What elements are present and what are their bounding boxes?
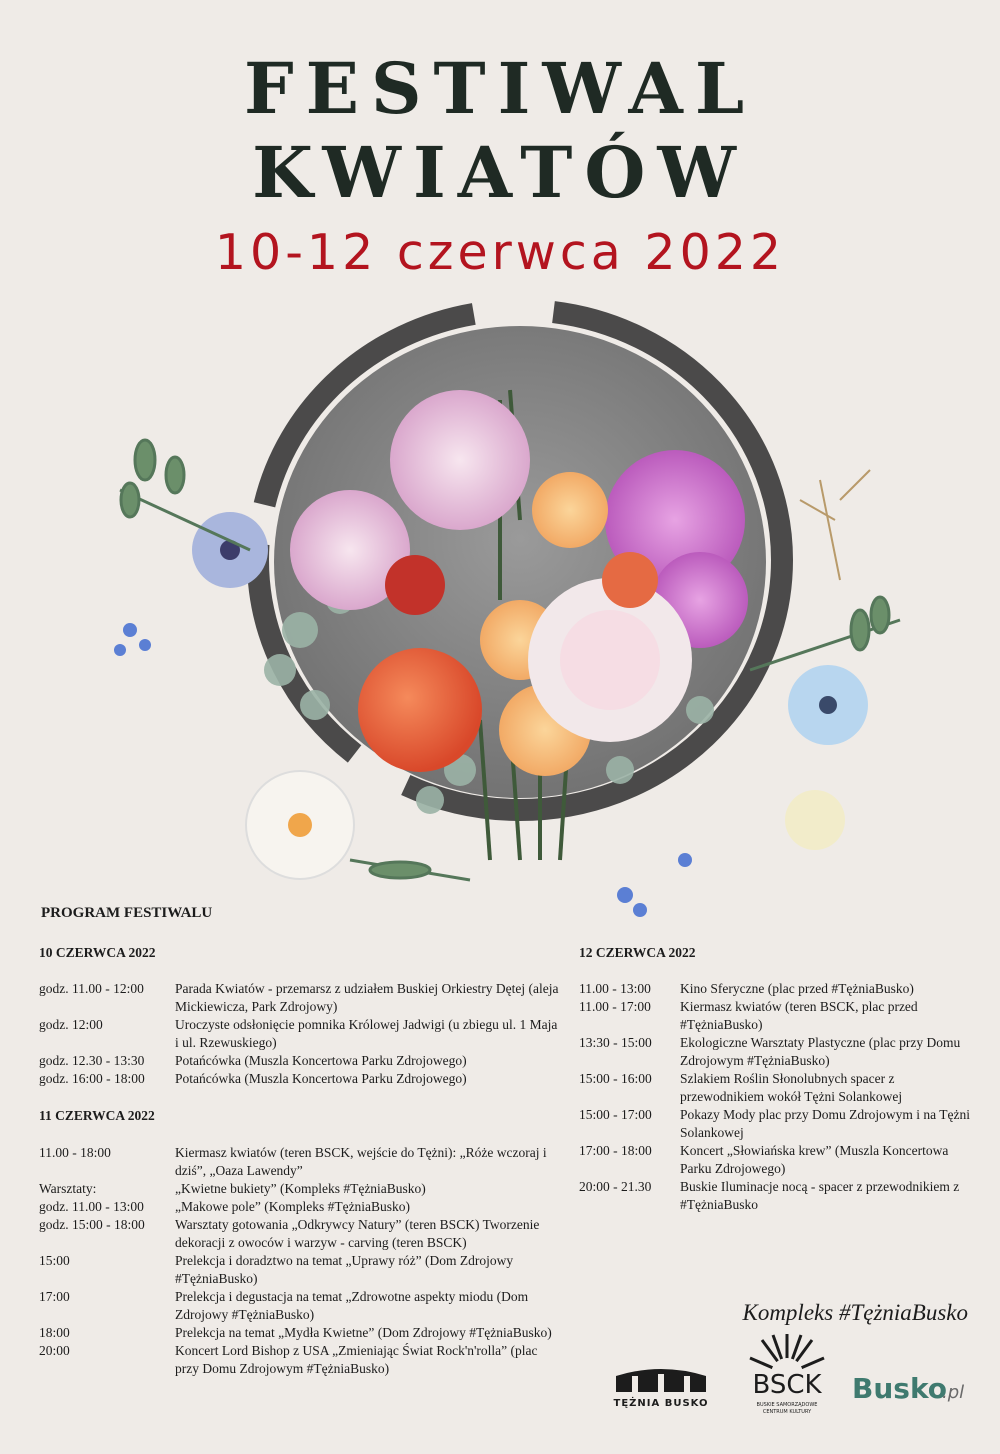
schedule-row bbox=[39, 1252, 559, 1288]
row-desc: Kiermasz kwiatów (teren BSCK, plac przed #TężniaBusko) bbox=[680, 999, 918, 1032]
row-time: godz. 11.00 - 13:00 bbox=[39, 1199, 144, 1214]
row-time: 18:00 bbox=[39, 1325, 70, 1340]
busko-pl-logo bbox=[852, 1372, 970, 1412]
row-desc: Prelekcja i degustacja na temat „Zdrowotne aspekty miodu (Dom Zdrojowy #TężniaBusko) bbox=[175, 1289, 529, 1322]
teznia-logo-text: TĘŻNIA BUSKO bbox=[613, 1398, 709, 1409]
row-time: godz. 12.30 - 13:30 bbox=[39, 1053, 145, 1068]
title-line-1: FESTIWAL bbox=[243, 47, 757, 130]
teznia-busko-logo bbox=[612, 1366, 710, 1412]
schedule-row bbox=[579, 1142, 979, 1178]
row-desc: Pokazy Mody plac przy Domu Zdrojowym i na Tężni Solankowej bbox=[680, 1107, 970, 1140]
row-time: 13:30 - 15:00 bbox=[579, 1035, 652, 1050]
day-heading-12: 12 CZERWCA 2022 bbox=[579, 945, 696, 960]
row-time: 11.00 - 18:00 bbox=[39, 1145, 111, 1160]
row-time: Warsztaty: bbox=[39, 1181, 97, 1196]
tagline: Kompleks #TężniaBusko bbox=[742, 1300, 968, 1325]
row-desc: „Makowe pole” (Kompleks #TężniaBusko) bbox=[175, 1199, 411, 1214]
row-time: 15:00 - 17:00 bbox=[579, 1107, 652, 1122]
day-heading-10: 10 CZERWCA 2022 bbox=[39, 945, 156, 960]
row-time: godz. 11.00 - 12:00 bbox=[39, 981, 144, 996]
bsck-logo bbox=[748, 1330, 826, 1416]
schedule-row bbox=[39, 1070, 559, 1088]
schedule-row bbox=[579, 980, 979, 998]
schedule-row bbox=[39, 1216, 559, 1252]
busko-logo-suffix: .pl bbox=[942, 1382, 965, 1403]
row-desc: Prelekcja i doradztwo na temat „Uprawy róż” (Dom Zdrojowy #TężniaBusko) bbox=[175, 1253, 514, 1286]
festival-dates: 10-12 czerwca 2022 bbox=[214, 224, 786, 281]
schedule-day-11 bbox=[39, 1144, 559, 1378]
row-desc: Ekologiczne Warsztaty Plastyczne (plac przy Domu Zdrojowym #TężniaBusko) bbox=[680, 1035, 961, 1068]
teznia-logo-icon bbox=[612, 1366, 710, 1396]
row-time: godz. 15:00 - 18:00 bbox=[39, 1217, 145, 1232]
schedule-row bbox=[579, 1034, 979, 1070]
schedule-day-10 bbox=[39, 980, 559, 1088]
bsck-logo-sub1: BUSKIE SAMORZĄDOWE bbox=[756, 1402, 818, 1408]
row-desc: Warsztaty gotowania „Odkrywcy Natury” (teren BSCK) Tworzenie dekoracji z owoców i warzyw - carving (teren BSCK) bbox=[175, 1217, 540, 1250]
row-time: 17:00 bbox=[39, 1289, 70, 1304]
row-desc: Uroczyste odsłonięcie pomnika Królowej Jadwigi (u zbiegu ul. 1 Maja i ul. Rzewuskiego) bbox=[175, 1017, 558, 1050]
row-desc: Szlakiem Roślin Słonolubnych spacer z przewodnikiem wokół Tężni Solankowej bbox=[680, 1071, 903, 1104]
row-desc: Kino Sferyczne (plac przed #TężniaBusko) bbox=[680, 981, 914, 996]
row-desc: Potańcówka (Muszla Koncertowa Parku Zdrojowego) bbox=[175, 1071, 467, 1086]
schedule-row bbox=[579, 1106, 979, 1142]
row-time: 11.00 - 13:00 bbox=[579, 981, 651, 996]
row-time: 17:00 - 18:00 bbox=[579, 1143, 652, 1158]
row-desc: Buskie Iluminacje nocą - spacer z przewodnikiem z #TężniaBusko bbox=[680, 1179, 960, 1212]
schedule-row bbox=[579, 1178, 979, 1214]
schedule-row bbox=[39, 1342, 559, 1378]
schedule-row bbox=[39, 980, 559, 1016]
row-desc: „Kwietne bukiety” (Kompleks #TężniaBusko) bbox=[175, 1181, 426, 1196]
row-time: godz. 16:00 - 18:00 bbox=[39, 1071, 145, 1086]
row-time: godz. 12:00 bbox=[39, 1017, 103, 1032]
schedule-row bbox=[39, 1180, 559, 1198]
row-time: 15:00 - 16:00 bbox=[579, 1071, 652, 1086]
busko-logo-text: Busko bbox=[852, 1372, 948, 1405]
schedule-row bbox=[39, 1324, 559, 1342]
row-desc: Parada Kwiatów - przemarsz z udziałem Buskiej Orkiestry Dętej (aleja Mickiewicza, Park Zdrojowy) bbox=[175, 981, 559, 1014]
row-desc: Kiermasz kwiatów (teren BSCK, wejście do Tężni): „Róże wczoraj i dziś”, „Oaza Lawendy” bbox=[175, 1145, 547, 1178]
schedule-row bbox=[39, 1016, 559, 1052]
row-time: 11.00 - 17:00 bbox=[579, 999, 651, 1014]
row-desc: Potańcówka (Muszla Koncertowa Parku Zdrojowego) bbox=[175, 1053, 467, 1068]
schedule-row bbox=[579, 998, 979, 1034]
day-heading-11: 11 CZERWCA 2022 bbox=[39, 1108, 155, 1123]
row-time: 20:00 bbox=[39, 1343, 70, 1358]
row-desc: Prelekcja na temat „Mydła Kwietne” (Dom Zdrojowy #TężniaBusko) bbox=[175, 1325, 552, 1340]
schedule-row bbox=[579, 1070, 979, 1106]
program-heading: PROGRAM FESTIWALU bbox=[41, 905, 213, 921]
schedule-day-12 bbox=[579, 980, 979, 1214]
schedule-row bbox=[39, 1144, 559, 1180]
schedule-row bbox=[39, 1052, 559, 1070]
row-time: 15:00 bbox=[39, 1253, 70, 1268]
row-desc: Koncert „Słowiańska krew” (Muszla Koncertowa Parku Zdrojowego) bbox=[680, 1143, 949, 1176]
row-time: 20:00 - 21.30 bbox=[579, 1179, 652, 1194]
row-desc: Koncert Lord Bishop z USA „Zmieniając Świat Rock'n'rolla” (plac przy Domu Zdrojowym #TężniaBusko) bbox=[175, 1343, 538, 1376]
flower-bouquet-illustration bbox=[100, 300, 960, 940]
schedule-row bbox=[39, 1198, 559, 1216]
bsck-logo-text: BSCK bbox=[752, 1370, 822, 1400]
bsck-logo-sub2: CENTRUM KULTURY bbox=[762, 1409, 812, 1415]
title-line-2: KWIATÓW bbox=[252, 131, 748, 214]
schedule-row bbox=[39, 1288, 559, 1324]
